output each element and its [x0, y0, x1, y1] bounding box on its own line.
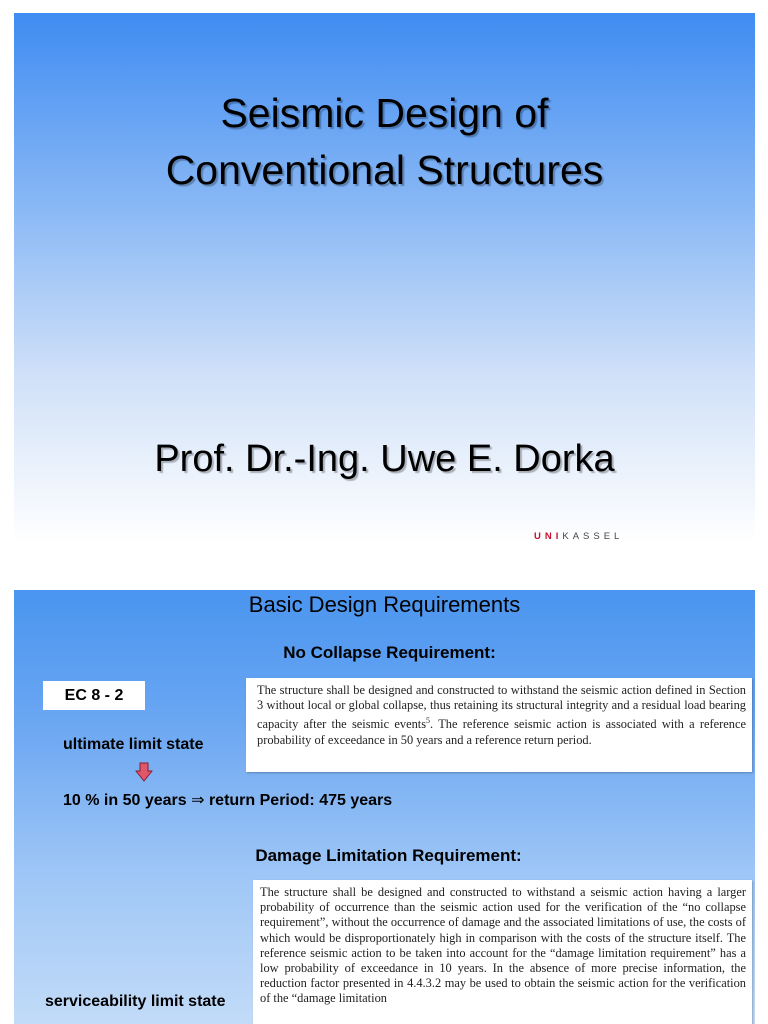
ec-code-label: EC 8 - 2	[43, 681, 145, 710]
damage-limitation-heading: Damage Limitation Requirement:	[255, 846, 522, 865]
slide-title-line-2: Conventional Structures	[165, 147, 604, 193]
footnote-marker: 5	[426, 716, 431, 726]
probability-line	[63, 790, 392, 810]
uni-kassel-logo	[534, 531, 623, 542]
title-slide	[14, 13, 755, 543]
ultimate-limit-state-label: ultimate limit state	[63, 736, 204, 753]
down-arrow-icon	[135, 762, 153, 782]
no-collapse-quote	[246, 678, 752, 772]
requirements-slide	[14, 590, 755, 1024]
return-period-text: return Period: 475 years	[208, 792, 393, 809]
slide-heading: Basic Design Requirements	[248, 592, 521, 617]
quote1-text-part2: . The reference seismic action is associated with a reference probability of exceedance in 50 years and a reference return period.	[257, 717, 746, 747]
implies-symbol: ⇒	[191, 792, 205, 809]
serviceability-limit-state-label: serviceability limit state	[45, 993, 226, 1010]
probability-text: 10 % in 50 years	[63, 792, 187, 809]
author-name: Prof. Dr.-Ing. Uwe E. Dorka	[154, 438, 615, 480]
damage-limitation-quote: The structure shall be designed and constructed to withstand a seismic action having a larger probability of occurrence than the seismic action used for the verification of the “no collapse requirement”, without the occurrence of damage and the associated limitations of use, the costs of which would be disproportionately high in comparison with the costs of the structure itself. The reference seismic action to be taken into account for the “damage limitation requirement” has a low probability of exceedance in 10 years. In the absence of more precise information, the reduction factor presented in 4.4.3.2 may be used to obtain the seismic action for the verification of the “damage limitation	[253, 880, 752, 1024]
slide-title-line-1: Seismic Design of	[220, 90, 549, 136]
logo-uni-text: UNI	[534, 531, 563, 542]
no-collapse-heading: No Collapse Requirement:	[283, 643, 496, 662]
quote1-text-part1: The structure shall be designed and constructed to withstand the seismic action defined in Section 3 without local or global collapse, thus retaining its structural integrity and a residual load bearing capacity after the seismic events	[257, 683, 746, 732]
logo-kassel-text: KASSEL	[562, 531, 624, 542]
